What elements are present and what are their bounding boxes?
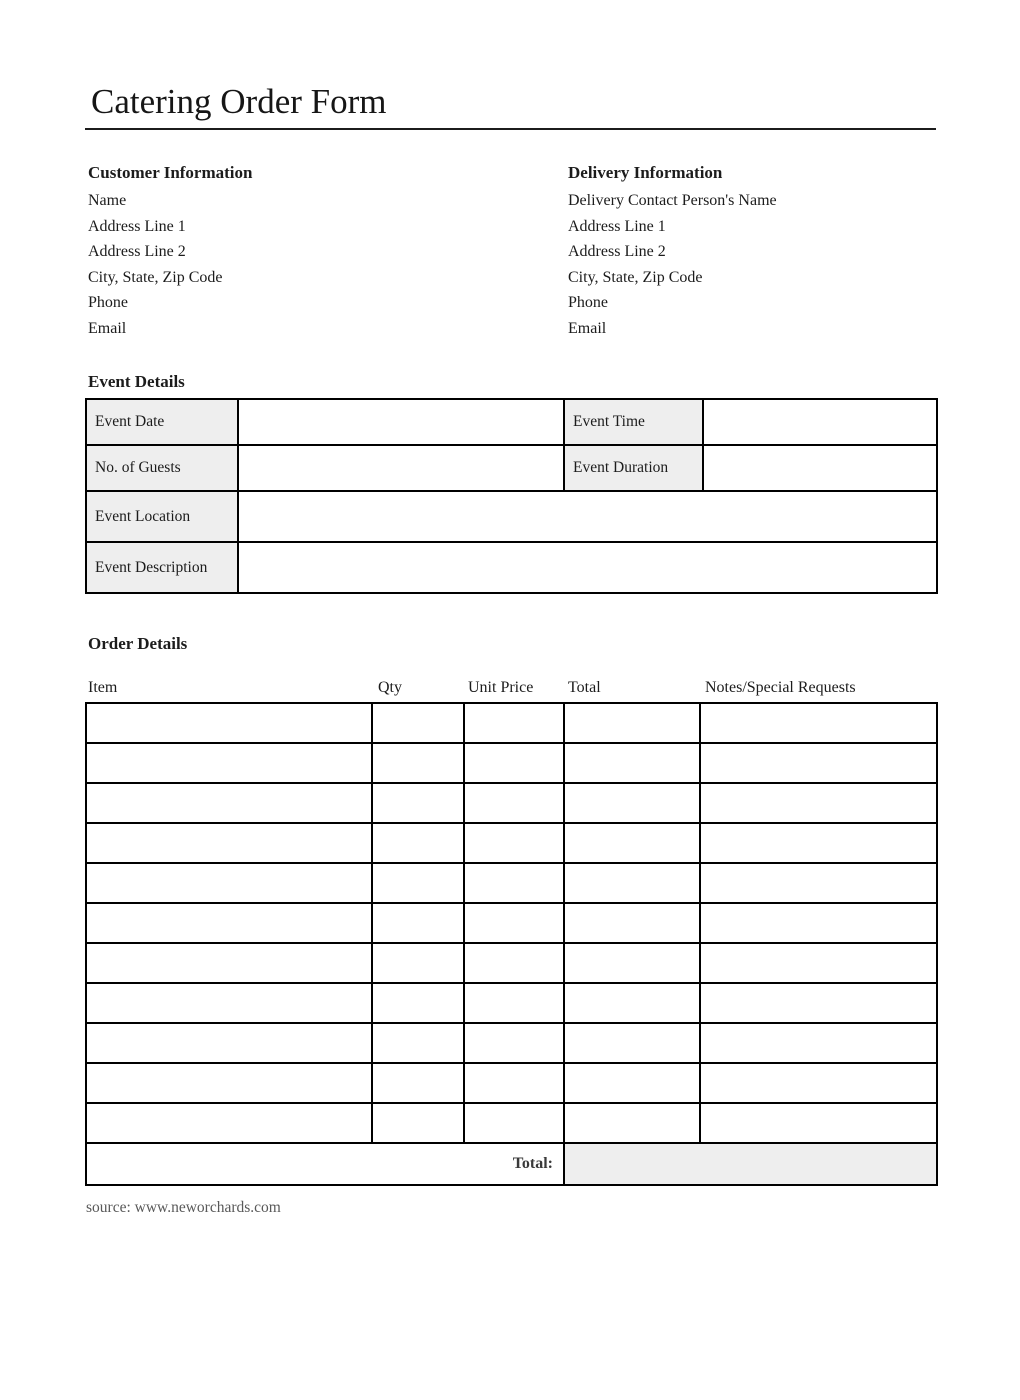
qty-cell[interactable]	[372, 863, 464, 903]
order-table-row	[86, 823, 937, 863]
delivery-information-section	[565, 162, 777, 341]
unit-price-cell[interactable]	[464, 863, 564, 903]
field-label-line: Email	[568, 319, 607, 337]
total-cell[interactable]	[564, 863, 700, 903]
notes-cell[interactable]	[700, 1023, 937, 1063]
notes-cell[interactable]	[700, 943, 937, 983]
unit-price-cell[interactable]	[464, 1023, 564, 1063]
event-location-label: Event Location	[86, 491, 238, 542]
event-description-input[interactable]	[238, 542, 937, 593]
source-attribution: source: www.neworchards.com	[86, 1199, 281, 1216]
qty-cell[interactable]	[372, 983, 464, 1023]
order-table-row	[86, 1103, 937, 1143]
total-cell[interactable]	[564, 823, 700, 863]
unit-price-cell[interactable]	[464, 823, 564, 863]
column-header-qty: Qty	[378, 679, 402, 696]
order-details-table	[85, 702, 938, 1186]
unit-price-cell[interactable]	[464, 943, 564, 983]
item-cell[interactable]	[86, 943, 372, 983]
order-table-column-headers	[85, 677, 936, 698]
item-cell[interactable]	[86, 703, 372, 743]
total-cell[interactable]	[564, 1063, 700, 1103]
order-table-row	[86, 1063, 937, 1103]
customer-information-fields	[88, 188, 565, 341]
notes-cell[interactable]	[700, 823, 937, 863]
field-label-line: City, State, Zip Code	[568, 268, 703, 286]
item-cell[interactable]	[86, 903, 372, 943]
unit-price-cell[interactable]	[464, 703, 564, 743]
notes-cell[interactable]	[700, 983, 937, 1023]
total-cell[interactable]	[564, 903, 700, 943]
qty-cell[interactable]	[372, 823, 464, 863]
order-table-row	[86, 943, 937, 983]
qty-cell[interactable]	[372, 743, 464, 783]
item-cell[interactable]	[86, 823, 372, 863]
item-cell[interactable]	[86, 1103, 372, 1143]
field-label-line: Address Line 1	[88, 217, 186, 235]
total-cell[interactable]	[564, 983, 700, 1023]
unit-price-cell[interactable]	[464, 983, 564, 1023]
field-label-line: City, State, Zip Code	[88, 268, 223, 286]
item-cell[interactable]	[86, 863, 372, 903]
event-details-heading: Event Details	[88, 372, 185, 391]
unit-price-cell[interactable]	[464, 903, 564, 943]
order-total-row	[86, 1143, 937, 1185]
qty-cell[interactable]	[372, 1103, 464, 1143]
unit-price-cell[interactable]	[464, 1063, 564, 1103]
notes-cell[interactable]	[700, 903, 937, 943]
order-details-heading: Order Details	[88, 634, 188, 653]
total-cell[interactable]	[564, 703, 700, 743]
total-cell[interactable]	[564, 1103, 700, 1143]
event-duration-input[interactable]	[703, 445, 937, 491]
item-cell[interactable]	[86, 1063, 372, 1103]
delivery-information-fields	[568, 188, 777, 341]
order-table-row	[86, 983, 937, 1023]
order-table-row	[86, 863, 937, 903]
total-cell[interactable]	[564, 1023, 700, 1063]
customer-information-section	[85, 162, 565, 341]
total-cell[interactable]	[564, 943, 700, 983]
column-header-unit-price: Unit Price	[468, 679, 534, 696]
total-value-input[interactable]	[564, 1143, 937, 1185]
qty-cell[interactable]	[372, 903, 464, 943]
order-table-row	[86, 703, 937, 743]
event-description-label: Event Description	[86, 542, 238, 593]
total-cell[interactable]	[564, 743, 700, 783]
unit-price-cell[interactable]	[464, 783, 564, 823]
item-cell[interactable]	[86, 743, 372, 783]
notes-cell[interactable]	[700, 1103, 937, 1143]
qty-cell[interactable]	[372, 1063, 464, 1103]
column-header-notes: Notes/Special Requests	[705, 679, 856, 696]
total-cell[interactable]	[564, 783, 700, 823]
unit-price-cell[interactable]	[464, 743, 564, 783]
event-duration-label: Event Duration	[564, 445, 703, 491]
no-of-guests-label: No. of Guests	[86, 445, 238, 491]
field-label-line: Email	[88, 319, 127, 337]
notes-cell[interactable]	[700, 783, 937, 823]
field-label-line: Address Line 1	[568, 217, 666, 235]
event-time-label: Event Time	[564, 399, 703, 445]
no-of-guests-input[interactable]	[238, 445, 564, 491]
event-time-input[interactable]	[703, 399, 937, 445]
column-header-item: Item	[88, 679, 118, 696]
qty-cell[interactable]	[372, 1023, 464, 1063]
column-header-total: Total	[568, 679, 601, 696]
notes-cell[interactable]	[700, 1063, 937, 1103]
contact-info-row	[85, 162, 936, 341]
field-label-line: Phone	[88, 294, 128, 311]
event-details-table	[85, 398, 938, 594]
event-location-input[interactable]	[238, 491, 937, 542]
notes-cell[interactable]	[700, 703, 937, 743]
title-divider	[85, 128, 936, 130]
event-date-label: Event Date	[86, 399, 238, 445]
item-cell[interactable]	[86, 983, 372, 1023]
qty-cell[interactable]	[372, 703, 464, 743]
qty-cell[interactable]	[372, 783, 464, 823]
order-table-row	[86, 783, 937, 823]
field-label-line: Address Line 2	[568, 243, 666, 260]
item-cell[interactable]	[86, 1023, 372, 1063]
item-cell[interactable]	[86, 783, 372, 823]
event-date-input[interactable]	[238, 399, 564, 445]
total-label: Total:	[86, 1143, 564, 1185]
unit-price-cell[interactable]	[464, 1103, 564, 1143]
field-label-line: Delivery Contact Person's Name	[568, 192, 777, 209]
document-page	[0, 80, 1020, 1400]
field-label-line: Address Line 2	[88, 243, 186, 260]
order-table-row	[86, 903, 937, 943]
page-title: Catering Order Form	[91, 82, 387, 121]
notes-cell[interactable]	[700, 743, 937, 783]
field-label-line: Name	[88, 192, 127, 209]
delivery-information-heading: Delivery Information	[568, 163, 723, 182]
order-table-row	[86, 1023, 937, 1063]
order-table-row	[86, 743, 937, 783]
field-label-line: Phone	[568, 294, 608, 311]
notes-cell[interactable]	[700, 863, 937, 903]
qty-cell[interactable]	[372, 943, 464, 983]
customer-information-heading: Customer Information	[88, 163, 253, 182]
